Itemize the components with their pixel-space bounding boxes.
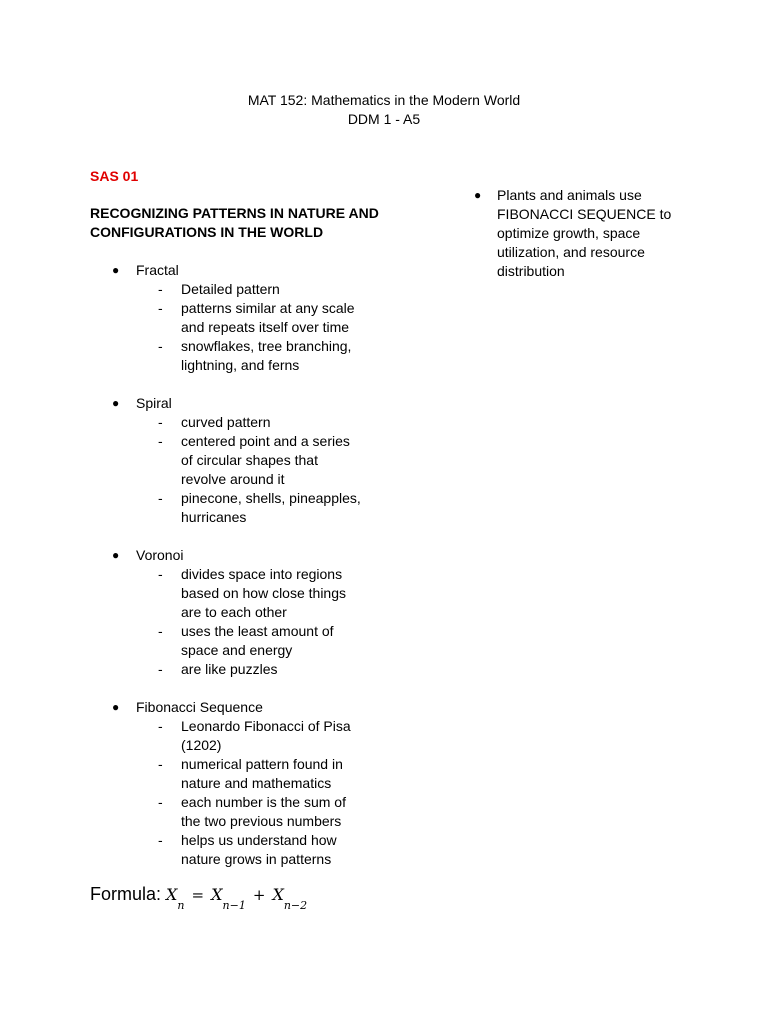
- bullet-icon: ●: [112, 548, 120, 562]
- topic-points: [136, 565, 380, 679]
- topic-point-text: Detailed pattern: [181, 281, 280, 297]
- formula-sub-n1: n−1: [222, 899, 246, 912]
- bullet-icon: ●: [112, 700, 120, 714]
- topic-point: [136, 793, 361, 831]
- topic-point-text: curved pattern: [181, 414, 271, 430]
- dash-icon: -: [158, 338, 163, 354]
- dash-icon: -: [158, 300, 163, 316]
- formula-sub-n2: n−2: [283, 899, 308, 912]
- dash-icon: -: [158, 414, 163, 430]
- dash-icon: -: [158, 490, 163, 506]
- formula-x-n: X: [166, 885, 178, 904]
- dash-icon: -: [158, 433, 163, 449]
- topic-point: [136, 660, 361, 679]
- topic-item: [90, 546, 380, 679]
- topic-point-text: helps us understand how nature grows in patterns: [181, 832, 337, 867]
- fibonacci-formula: [90, 882, 308, 912]
- document-header: [0, 91, 768, 129]
- dash-icon: -: [158, 623, 163, 639]
- right-list-item: [452, 186, 682, 281]
- formula-plus: +: [252, 886, 266, 904]
- topic-points: [136, 280, 380, 375]
- topic-name: Fractal: [136, 262, 179, 278]
- topic-point-text: snowflakes, tree branching, lightning, and ferns: [181, 338, 352, 373]
- topic-name: Voronoi: [136, 547, 184, 563]
- topic-point: [136, 565, 361, 622]
- topic-point-text: pinecone, shells, pineapples, hurricanes: [181, 490, 361, 525]
- course-title: MAT 152: Mathematics in the Modern World: [247, 92, 521, 108]
- topic-point: [136, 489, 361, 527]
- topic-points: [136, 717, 380, 869]
- topic-list: [90, 261, 380, 888]
- topic-point: [136, 280, 361, 299]
- dash-icon: -: [158, 794, 163, 810]
- topic-point: [136, 622, 361, 660]
- dash-icon: -: [158, 718, 163, 734]
- bullet-icon: ●: [112, 263, 120, 277]
- topic-point-text: centered point and a series of circular shapes that revolve around it: [181, 433, 350, 487]
- formula-sub-n: n: [177, 899, 185, 912]
- dash-icon: -: [158, 756, 163, 772]
- topic-point-text: Leonardo Fibonacci of Pisa (1202): [181, 718, 351, 753]
- formula-label: Formula:: [90, 884, 162, 904]
- section-title: RECOGNIZING PATTERNS IN NATURE AND CONFIGURATIONS IN THE WORLD: [90, 205, 379, 240]
- topic-point: [136, 299, 361, 337]
- topic-point-text: each number is the sum of the two previous numbers: [181, 794, 346, 829]
- topic-point-text: are like puzzles: [181, 661, 278, 677]
- topic-point: [136, 717, 361, 755]
- formula-x-n1: X: [211, 885, 223, 904]
- sas-label: SAS 01: [90, 168, 139, 184]
- bullet-icon: ●: [112, 396, 120, 410]
- topic-point: [136, 831, 361, 869]
- topic-point: [136, 432, 361, 489]
- topic-point: [136, 413, 361, 432]
- formula-x-n2: X: [272, 885, 284, 904]
- topic-point-text: patterns similar at any scale and repeats itself over time: [181, 300, 355, 335]
- bullet-icon: ●: [474, 188, 482, 202]
- topic-point: [136, 755, 361, 793]
- dash-icon: -: [158, 832, 163, 848]
- topic-item: [90, 261, 380, 375]
- right-list-item-text: Plants and animals use FIBONACCI SEQUENCE to optimize growth, space utilization, and resource distribution: [497, 187, 672, 279]
- topic-name: Fibonacci Sequence: [136, 699, 263, 715]
- right-column: [452, 186, 682, 281]
- dash-icon: -: [158, 661, 163, 677]
- section-code: DDM 1 - A5: [347, 111, 421, 127]
- topic-item: [90, 394, 380, 527]
- topic-point-text: uses the least amount of space and energy: [181, 623, 334, 658]
- topic-point-text: divides space into regions based on how close things are to each other: [181, 566, 346, 620]
- topic-point-text: numerical pattern found in nature and mathematics: [181, 756, 343, 791]
- topic-point: [136, 337, 361, 375]
- formula-equals: =: [191, 886, 205, 904]
- topic-name: Spiral: [136, 395, 172, 411]
- topic-points: [136, 413, 380, 527]
- dash-icon: -: [158, 281, 163, 297]
- dash-icon: -: [158, 566, 163, 582]
- topic-item: [90, 698, 380, 869]
